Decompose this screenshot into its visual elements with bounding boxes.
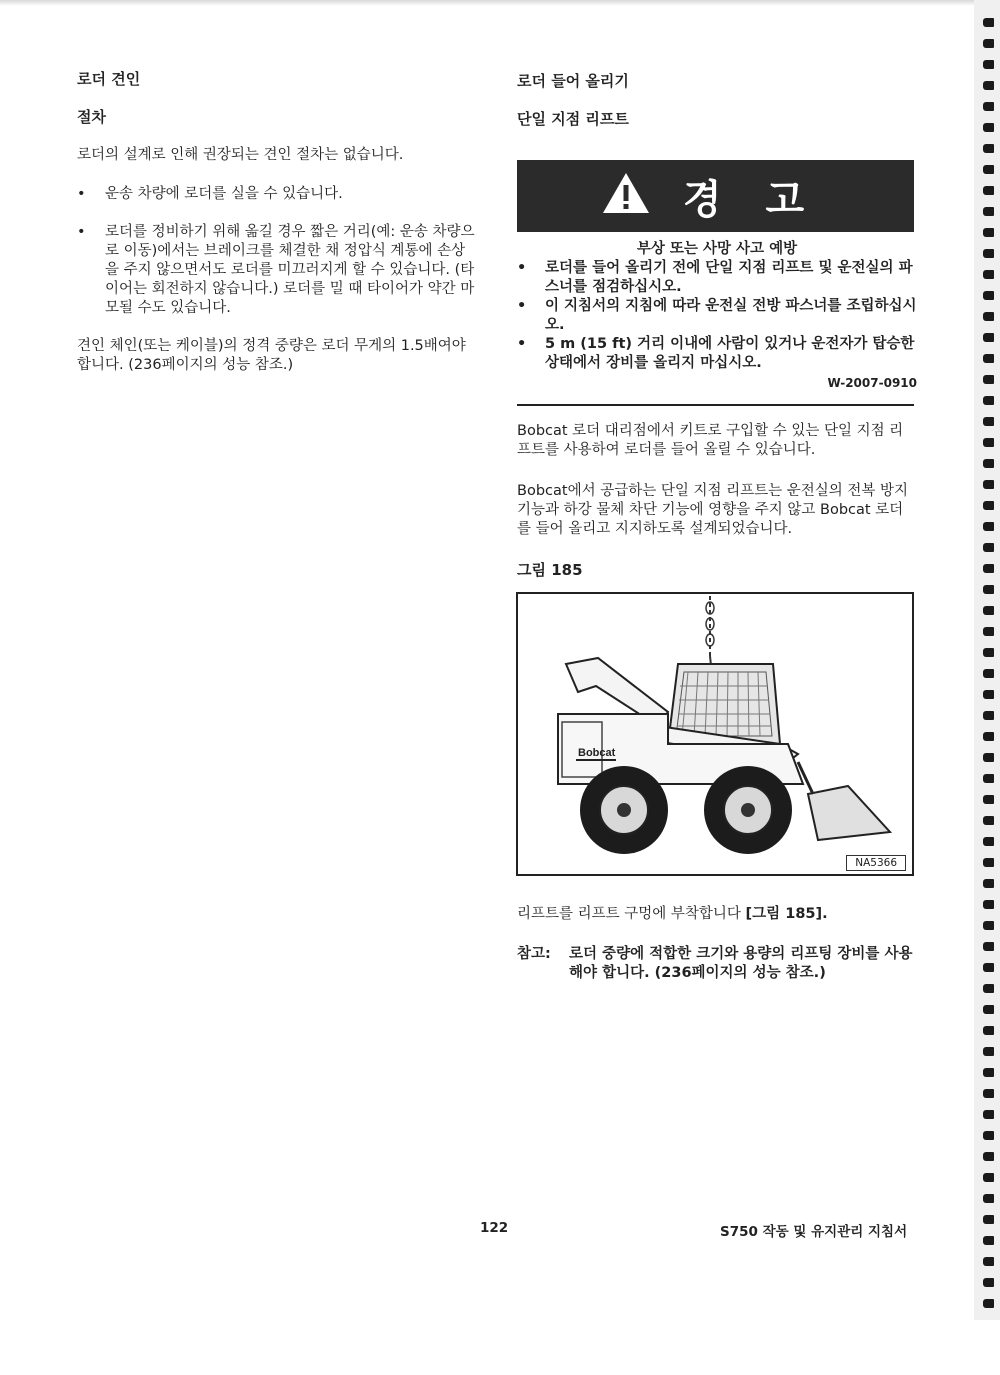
binding-ring <box>983 186 994 195</box>
lift-description <box>517 422 917 580</box>
binding-ring <box>983 648 994 657</box>
binding-ring <box>983 879 994 888</box>
binding-ring <box>983 459 994 468</box>
binding-ring <box>983 1110 994 1119</box>
warning-triangle-icon <box>601 171 651 215</box>
page-edge <box>0 0 1000 6</box>
binding-ring <box>983 291 994 300</box>
binding-ring <box>983 585 994 594</box>
binding-ring <box>983 228 994 237</box>
figure-brand-text: Bobcat <box>578 747 616 759</box>
binding-ring <box>983 858 994 867</box>
binding-ring <box>983 165 994 174</box>
lifting-heading: 로더 들어 올리기 <box>517 72 629 90</box>
binding-ring <box>983 501 994 510</box>
binding-ring <box>983 690 994 699</box>
binding-ring <box>983 1026 994 1035</box>
binding-ring <box>983 942 994 951</box>
lift-paragraph-1: Bobcat 로더 대리점에서 키트로 구입할 수 있는 단일 지점 리프트를 사용하여 로더를 들어 올릴 수 있습니다. <box>517 423 904 458</box>
manual-title: S750 작동 및 유지관리 지침서 <box>720 1224 908 1240</box>
binding-ring <box>983 1173 994 1182</box>
binding-ring <box>983 606 994 615</box>
binding-ring <box>983 144 994 153</box>
warning-code: W-2007-0910 <box>827 376 917 390</box>
binding-ring <box>983 816 994 825</box>
binding-ring <box>983 60 994 69</box>
binding-ring <box>983 18 994 27</box>
binding-ring <box>983 627 994 636</box>
binding-ring <box>983 984 994 993</box>
binding-ring <box>983 669 994 678</box>
binding-ring <box>983 1278 994 1287</box>
binding-ring <box>983 564 994 573</box>
spiral-binding <box>974 0 1000 1320</box>
single-point-lift-heading: 단일 지점 리프트 <box>517 110 629 128</box>
binding-ring <box>983 774 994 783</box>
binding-ring <box>983 417 994 426</box>
chain-note: 견인 체인(또는 케이블)의 정격 중량은 로더 무게의 1.5배여야 합니다. (236페이지의 성능 참조.) <box>77 338 466 373</box>
binding-ring <box>983 438 994 447</box>
towing-heading: 로더 견인 <box>77 70 141 88</box>
binding-ring <box>983 522 994 531</box>
right-column <box>517 72 917 129</box>
binding-ring <box>983 921 994 930</box>
binding-ring <box>983 963 994 972</box>
binding-ring <box>983 270 994 279</box>
binding-ring <box>983 123 994 132</box>
binding-ring <box>983 1215 994 1224</box>
warning-bullet-1: • 로더를 들어 올리기 전에 단일 지점 리프트 및 운전실의 파스너를 점검하십시오. <box>517 259 917 297</box>
binding-ring <box>983 753 994 762</box>
towing-bullets <box>77 185 477 318</box>
warning-title: 경고 <box>682 176 849 223</box>
attach-figure-ref: [그림 185]. <box>745 906 828 922</box>
towing-intro: 로더의 설계로 인해 권장되는 견인 절차는 없습니다. <box>77 147 404 163</box>
left-column <box>77 70 477 375</box>
towing-bullet-1: • 운송 차량에 로더를 실을 수 있습니다. <box>77 185 477 204</box>
note-text: 로더 중량에 적합한 크기와 용량의 리프팅 장비를 사용해야 합니다. (236페이지의 성능 참조.) <box>569 946 913 981</box>
procedure-heading: 절차 <box>77 108 106 126</box>
binding-ring <box>983 39 994 48</box>
warning-bullet-2: • 이 지침서의 지침에 따라 운전실 전방 파스너를 조립하십시오. <box>517 297 917 335</box>
binding-ring <box>983 711 994 720</box>
binding-ring <box>983 1194 994 1203</box>
binding-ring <box>983 1257 994 1266</box>
warning-bullet-3: • 5 m (15 ft) 거리 이내에 사람이 있거나 운전자가 탑승한 상태에서 장비를 올리지 마십시오. <box>517 335 917 373</box>
binding-ring <box>983 480 994 489</box>
binding-ring <box>983 207 994 216</box>
lift-paragraph-2: Bobcat에서 공급하는 단일 지점 리프트는 운전실의 전복 방지 기능과 하강 물체 차단 기능에 영향을 주지 않고 Bobcat 로더를 들어 올리고 지지하도록 설계되었습니다. <box>517 483 908 537</box>
attach-instruction <box>517 905 917 924</box>
towing-bullet-2: • 로더를 정비하기 위해 옮길 경우 짧은 거리(예: 운송 차량으로 이동)에서는 브레이크를 체결한 채 정압식 계통에 손상을 주지 않으면서도 로더를 미끄러지게 할 수 있습니다. (타이어는 회전하지 않습니다.) 로더를 밀 때 타이어가 약간 마모될 수도 있습니다. <box>77 223 477 318</box>
binding-ring <box>983 1047 994 1056</box>
skid-steer-lift-illustration <box>518 594 912 874</box>
binding-ring <box>983 81 994 90</box>
binding-ring <box>983 333 994 342</box>
binding-ring <box>983 102 994 111</box>
note-label: 참고: <box>517 946 551 962</box>
figure-code-tag: NA5366 <box>846 855 906 871</box>
binding-ring <box>983 1068 994 1077</box>
lifting-note <box>517 945 917 983</box>
binding-ring <box>983 543 994 552</box>
attach-text: 리프트를 리프트 구멍에 부착합니다 <box>517 906 746 922</box>
warning-banner <box>517 160 914 232</box>
page-number: 122 <box>480 1220 509 1236</box>
binding-ring <box>983 1089 994 1098</box>
binding-ring <box>983 900 994 909</box>
binding-ring <box>983 312 994 321</box>
binding-ring <box>983 1005 994 1014</box>
binding-ring <box>983 249 994 258</box>
binding-ring <box>983 1152 994 1161</box>
binding-ring <box>983 732 994 741</box>
binding-ring <box>983 1236 994 1245</box>
figure-label: 그림 185 <box>517 561 583 579</box>
binding-ring <box>983 396 994 405</box>
figure-185 <box>516 592 914 876</box>
binding-ring <box>983 354 994 363</box>
binding-ring <box>983 795 994 804</box>
warning-rule <box>517 404 914 406</box>
binding-ring <box>983 1299 994 1308</box>
warning-body <box>517 240 917 393</box>
warning-bullets <box>517 259 917 373</box>
binding-ring <box>983 1131 994 1140</box>
warning-subtitle: 부상 또는 사망 사고 예방 <box>636 241 798 257</box>
binding-ring <box>983 375 994 384</box>
binding-ring <box>983 837 994 846</box>
